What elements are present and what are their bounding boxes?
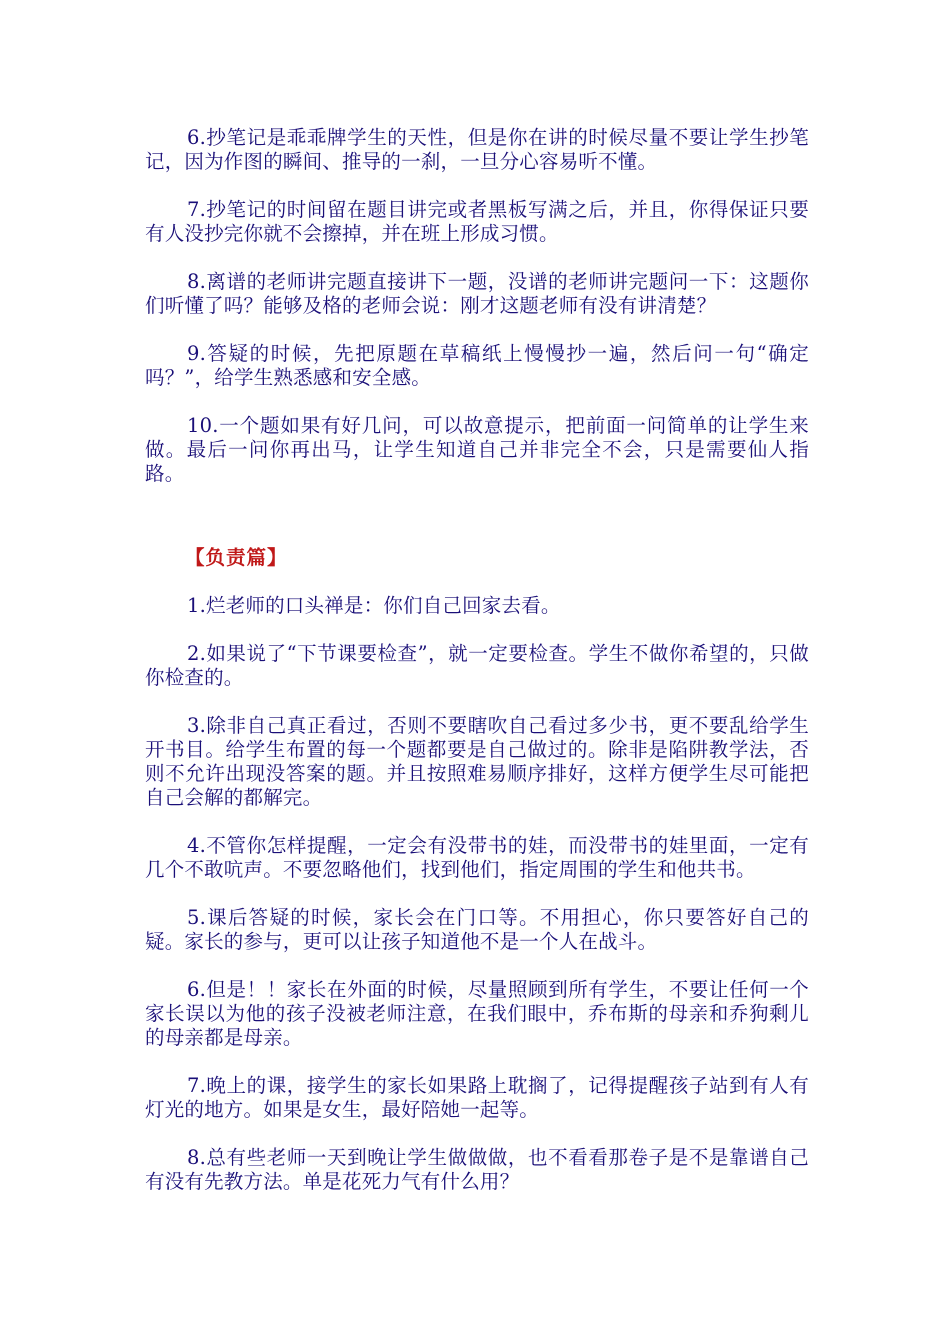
section-heading: 【负责篇】 [185,546,288,569]
paragraph-item-6: 6.抄笔记是乖乖牌学生的天性，但是你在讲的时候尽量不要让学生抄笔记，因为作图的瞬间、推导的一刹，一旦分心容易听不懂。 [145,126,809,173]
responsibility-item-3: 3.除非自己真正看过，否则不要瞎吹自己看过多少书，更不要乱给学生开书目。给学生布置的每一个题都要是自己做过的。除非是陷阱教学法，否则不允许出现没答案的题。并且按照难易顺序排好，这样方便学生尽可能把自己会解的都解完。 [145,714,809,809]
responsibility-item-2: 2.如果说了“下节课要检查”，就一定要检查。学生不做你希望的，只做你检查的。 [145,642,809,689]
paragraph-item-8: 8.离谱的老师讲完题直接讲下一题，没谱的老师讲完题问一下：这题你们听懂了吗？能够及格的老师会说：刚才这题老师有没有讲清楚？ [145,270,809,317]
responsibility-item-4: 4.不管你怎样提醒，一定会有没带书的娃，而没带书的娃里面，一定有几个不敢吭声。不要忽略他们，找到他们，指定周围的学生和他共书。 [145,834,809,881]
responsibility-item-1: 1.烂老师的口头禅是：你们自己回家去看。 [187,594,561,617]
document-page [145,126,809,1194]
responsibility-item-5: 5.课后答疑的时候，家长会在门口等。不用担心，你只要答好自己的疑。家长的参与，更可以让孩子知道他不是一个人在战斗。 [145,906,809,953]
responsibility-item-8: 8.总有些老师一天到晚让学生做做做，也不看看那卷子是不是靠谱自己有没有先教方法。单是花死力气有什么用？ [145,1146,809,1193]
paragraph-item-9: 9.答疑的时候，先把原题在草稿纸上慢慢抄一遍，然后问一句“确定吗？”，给学生熟悉感和安全感。 [145,342,809,389]
paragraph-item-7: 7.抄笔记的时间留在题目讲完或者黑板写满之后，并且，你得保证只要有人没抄完你就不会擦掉，并在班上形成习惯。 [145,198,809,245]
paragraph-item-10: 10.一个题如果有好几问，可以故意提示，把前面一问简单的让学生来做。最后一问你再出马，让学生知道自己并非完全不会，只是需要仙人指路。 [145,414,809,485]
responsibility-item-6: 6.但是！！家长在外面的时候，尽量照顾到所有学生，不要让任何一个家长误以为他的孩子没被老师注意，在我们眼中，乔布斯的母亲和乔狗剩儿的母亲都是母亲。 [145,978,809,1049]
responsibility-item-7: 7.晚上的课，接学生的家长如果路上耽搁了，记得提醒孩子站到有人有灯光的地方。如果是女生，最好陪她一起等。 [145,1074,809,1121]
